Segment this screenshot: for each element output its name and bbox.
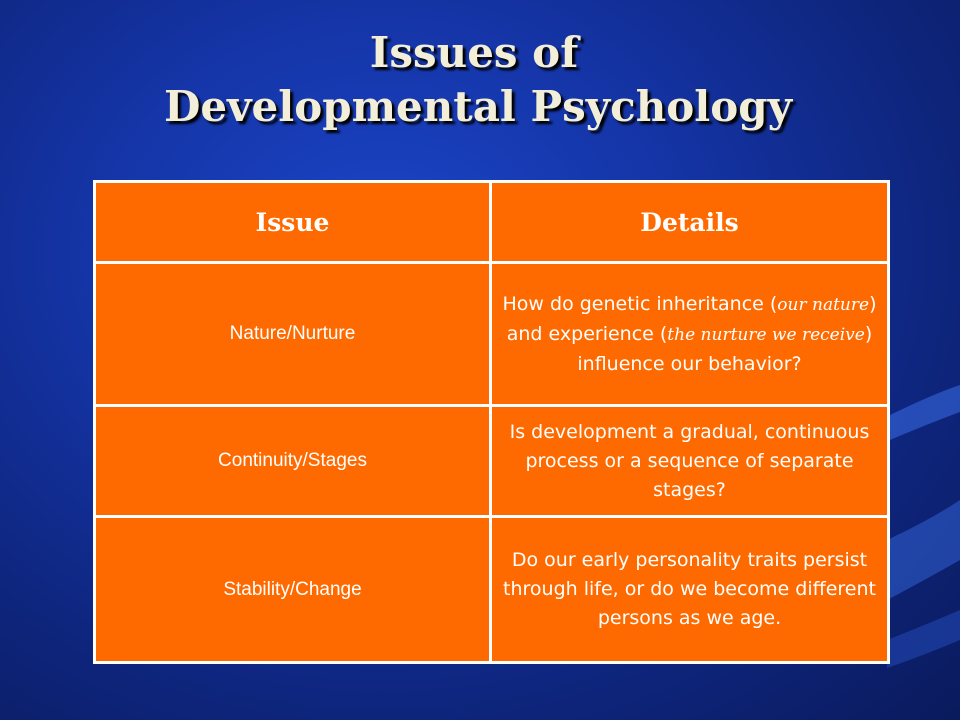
table-row xyxy=(95,263,889,406)
details-text: ) and experience ( xyxy=(506,292,877,345)
issues-table xyxy=(93,180,890,664)
table-header-row xyxy=(95,182,889,263)
issue-cell-stability-change: Stability/Change xyxy=(95,517,491,663)
header-details: Details xyxy=(491,182,889,263)
slide-title-line2: Developmental Psychology xyxy=(164,82,792,131)
details-cell-nature-nurture xyxy=(491,263,889,406)
slide-title-line1: Issues of xyxy=(369,28,579,77)
details-italic-text: the nurture we receive xyxy=(667,324,865,345)
table-row xyxy=(95,406,889,517)
table-row xyxy=(95,517,889,663)
slide-title xyxy=(0,26,960,134)
issue-cell-nature-nurture: Nature/Nurture xyxy=(95,263,491,406)
details-cell-stability-change: Do our early personality traits persist through life, or do we become different persons as we age. xyxy=(491,517,889,663)
details-cell-continuity-stages: Is development a gradual, continuous process or a sequence of separate stages? xyxy=(491,406,889,517)
details-italic-text: our nature xyxy=(777,294,870,315)
header-issue: Issue xyxy=(95,182,491,263)
details-text: How do genetic inheritance ( xyxy=(502,292,778,315)
details-text: ) influence our behavior? xyxy=(577,322,873,375)
issue-cell-continuity-stages: Continuity/Stages xyxy=(95,406,491,517)
